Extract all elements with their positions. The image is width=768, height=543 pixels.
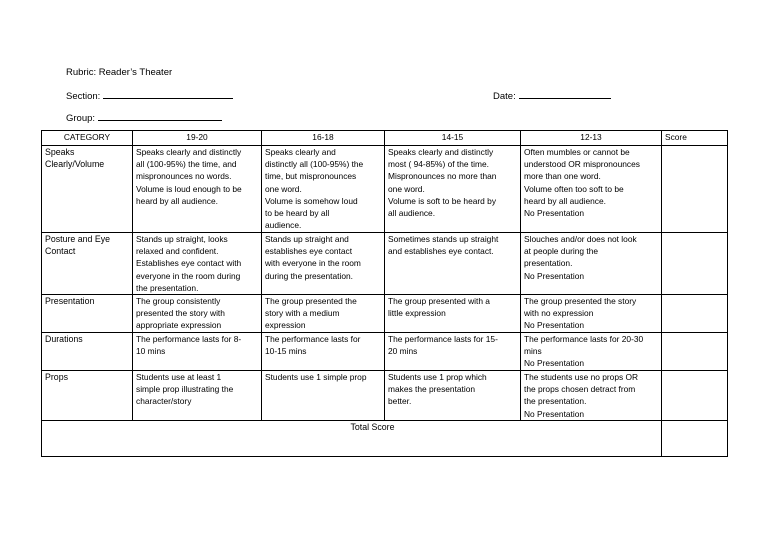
criteria-text-line: The group presented with a: [388, 296, 490, 307]
column-header-16-18: 16-18: [262, 131, 385, 146]
category-label-line: Durations: [45, 334, 83, 345]
criteria-text-line: makes the presentation: [388, 384, 476, 395]
criteria-cell: [385, 233, 521, 295]
score-cell[interactable]: [662, 146, 728, 233]
criteria-text-line: Volume often too soft to be: [524, 183, 624, 194]
criteria-text-line: establishes eye contact: [265, 246, 353, 257]
category-label-line: Posture and Eye: [45, 234, 111, 244]
criteria-cell: [262, 295, 385, 333]
criteria-text-line: mispronounces no words.: [136, 171, 232, 182]
section-field: [66, 89, 233, 102]
criteria-text-line: appropriate expression: [136, 320, 222, 331]
criteria-cell: [521, 333, 662, 371]
criteria-text-line: The performance lasts for 20-30: [524, 334, 644, 345]
criteria-text-line: the presentation.: [136, 282, 199, 293]
score-cell[interactable]: [662, 233, 728, 295]
criteria-text-line: Stands up straight and: [265, 234, 349, 244]
criteria-text-line: The performance lasts for 8-: [136, 334, 242, 345]
criteria-text-line: all audience.: [388, 208, 436, 219]
column-header-19-20: 19-20: [133, 131, 262, 146]
table-row-props: [42, 371, 728, 421]
criteria-text-line: heard by all audience.: [136, 195, 218, 206]
criteria-text-line: audience.: [265, 220, 302, 231]
category-cell: [42, 371, 133, 421]
criteria-cell: [133, 146, 262, 233]
criteria-text-line: 10-15 mins: [265, 346, 307, 357]
criteria-text-line: time, but mispronounces: [265, 171, 357, 182]
table-row-posture: [42, 233, 728, 295]
criteria-cell: [521, 146, 662, 233]
criteria-text-line: The performance lasts for: [265, 334, 361, 345]
criteria-cell: [385, 146, 521, 233]
category-cell: [42, 233, 133, 295]
column-header-14-15: 14-15: [385, 131, 521, 146]
date-blank-line[interactable]: [519, 89, 611, 99]
criteria-text-line: mins: [524, 346, 542, 357]
criteria-text-line: character/story: [136, 396, 192, 407]
criteria-text-line: Stands up straight, looks: [136, 234, 228, 244]
criteria-text-line: The students use no props OR: [524, 372, 639, 383]
total-row: [42, 420, 728, 456]
criteria-text-line: Volume is loud enough to be: [136, 183, 242, 194]
criteria-text-line: one word.: [265, 183, 302, 194]
score-cell[interactable]: [662, 333, 728, 371]
criteria-text-line: distinctly all (100-95%) the: [265, 159, 364, 170]
criteria-text-line: story with a medium: [265, 308, 340, 319]
score-cell[interactable]: [662, 295, 728, 333]
criteria-text-line: 10 mins: [136, 346, 166, 357]
criteria-text-line: Speaks clearly and distinctly: [388, 147, 494, 157]
criteria-text-line: with everyone in the room: [265, 258, 361, 269]
date-field: [493, 89, 611, 102]
column-header-category: CATEGORY: [42, 131, 133, 146]
header-row: [42, 131, 728, 146]
total-score-label-cell: [42, 420, 662, 456]
criteria-text-line: Students use 1 prop which: [388, 372, 487, 383]
group-blank-line[interactable]: [98, 111, 222, 121]
criteria-cell: [262, 146, 385, 233]
criteria-cell: [262, 233, 385, 295]
criteria-text-line: Volume is soft to be heard by: [388, 195, 497, 206]
criteria-text-line: No Presentation: [524, 408, 585, 419]
category-label-line: Props: [45, 372, 68, 383]
criteria-text-line: and establishes eye contact.: [388, 246, 494, 257]
criteria-cell: [133, 233, 262, 295]
criteria-text-line: Speaks clearly and: [265, 147, 336, 157]
criteria-text-line: everyone in the room during: [136, 270, 241, 281]
total-score-label: Total Score: [350, 421, 395, 432]
date-label: Date:: [493, 91, 516, 102]
criteria-text-line: more than one word.: [524, 171, 601, 182]
criteria-text-line: better.: [388, 396, 412, 407]
criteria-text-line: heard by all audience.: [524, 195, 606, 206]
criteria-text-line: simple prop illustrating the: [136, 384, 234, 395]
table-row-speaks: [42, 146, 728, 233]
total-score-cell[interactable]: [662, 420, 728, 456]
criteria-text-line: relaxed and confident.: [136, 246, 219, 257]
criteria-text-line: the props chosen detract from: [524, 384, 636, 395]
criteria-text-line: to be heard by all: [265, 208, 330, 219]
criteria-text-line: with no expression: [524, 308, 594, 319]
criteria-text-line: Often mumbles or cannot be: [524, 147, 630, 157]
rubric-title: Rubric: Reader’s Theater: [66, 67, 173, 78]
table-row-durations: [42, 333, 728, 371]
criteria-cell: [133, 295, 262, 333]
criteria-text-line: The group presented the: [265, 296, 357, 307]
table-row-presentation: [42, 295, 728, 333]
criteria-text-line: the presentation.: [524, 396, 587, 407]
category-cell: [42, 333, 133, 371]
rubric-table: [41, 130, 728, 457]
criteria-cell: [133, 333, 262, 371]
criteria-text-line: expression: [265, 320, 306, 331]
criteria-text-line: most ( 94-85%) of the time.: [388, 159, 490, 170]
category-label-line: Contact: [45, 246, 76, 257]
criteria-text-line: at people during the: [524, 246, 599, 257]
criteria-cell: [385, 333, 521, 371]
criteria-text-line: The performance lasts for 15-: [388, 334, 498, 345]
criteria-text-line: Volume is somehow loud: [265, 195, 358, 206]
category-cell: [42, 146, 133, 233]
criteria-text-line: Students use at least 1: [136, 372, 222, 383]
criteria-text-line: presentation.: [524, 258, 573, 269]
criteria-text-line: one word.: [388, 183, 425, 194]
column-header-12-13: 12-13: [521, 131, 662, 146]
criteria-text-line: little expression: [388, 308, 446, 319]
criteria-cell: [262, 333, 385, 371]
criteria-text-line: 20 mins: [388, 346, 418, 357]
criteria-cell: [262, 371, 385, 421]
category-label-line: Clearly/Volume: [45, 159, 105, 170]
criteria-text-line: No Presentation: [524, 208, 585, 219]
criteria-cell: [133, 371, 262, 421]
criteria-text-line: all (100-95%) the time, and: [136, 159, 237, 170]
criteria-cell: [521, 233, 662, 295]
criteria-cell: [521, 371, 662, 421]
category-label-line: Presentation: [45, 296, 95, 307]
criteria-text-line: Establishes eye contact with: [136, 258, 242, 269]
group-label: Group:: [66, 113, 96, 124]
section-label: Section:: [66, 91, 101, 102]
criteria-text-line: Mispronounces no more than: [388, 171, 497, 182]
criteria-cell: [385, 371, 521, 421]
section-blank-line[interactable]: [103, 89, 233, 99]
criteria-text-line: No Presentation: [524, 270, 585, 281]
criteria-text-line: Slouches and/or does not look: [524, 234, 637, 244]
criteria-cell: [521, 295, 662, 333]
criteria-text-line: during the presentation.: [265, 270, 353, 281]
criteria-text-line: The group presented the story: [524, 296, 637, 307]
criteria-text-line: Students use 1 simple prop: [265, 372, 367, 383]
score-cell[interactable]: [662, 371, 728, 421]
criteria-text-line: Sometimes stands up straight: [388, 234, 499, 244]
criteria-text-line: presented the story with: [136, 308, 225, 319]
criteria-text-line: The group consistently: [136, 296, 221, 307]
category-cell: [42, 295, 133, 333]
criteria-text-line: No Presentation: [524, 358, 585, 369]
criteria-text-line: No Presentation: [524, 320, 585, 331]
group-field: [66, 111, 222, 124]
criteria-text-line: Speaks clearly and distinctly: [136, 147, 242, 157]
category-label-line: Speaks: [45, 147, 75, 157]
criteria-text-line: understood OR mispronounces: [524, 159, 640, 170]
column-header-score: Score: [662, 131, 728, 146]
criteria-cell: [385, 295, 521, 333]
